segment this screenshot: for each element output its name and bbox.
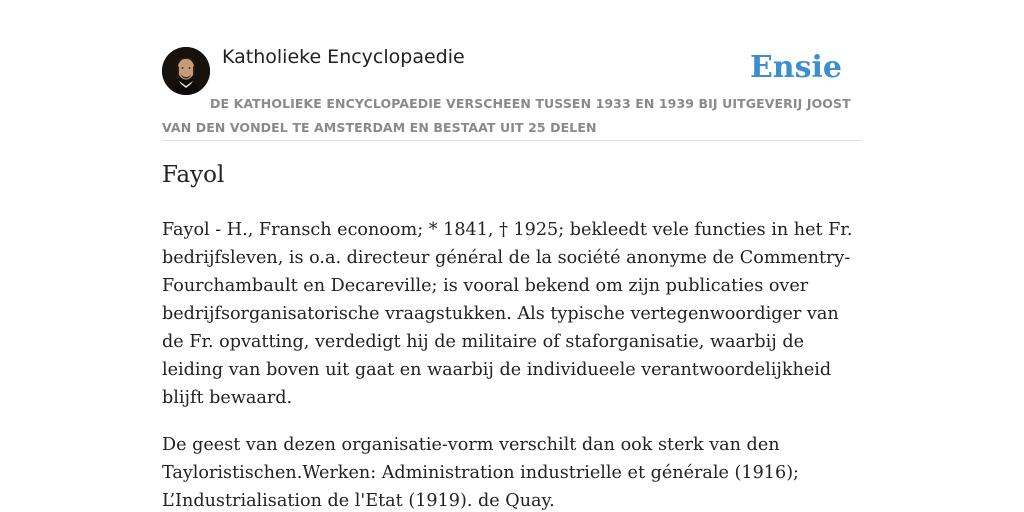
article-paragraph: Fayol - H., Fransch econoom; * 1841, † 1925; bekleedt vele functies in het Fr. bedrijfsleven, is o.a. directeur général de la société anonyme de Commentry-Fourchambault en Decareville; is vooral bekend om zijn publicaties over bedrijfsorganisatorische vraagstukken. Als typische vertegenwoordiger van de Fr. opvatting, verdedigt hij de militaire of staforganisatie, waarbij de leiding van boven uit gaat en waarbij de individueele verantwoordelijkheid blijft bewaard. — [162, 220, 853, 408]
article-paragraph: De geest van dezen organisatie-vorm verschilt dan ook sterk van den Tayloristischen.Werken: Administration industrielle et générale (1916); L’Industrialisation de l'Etat (1919). de Quay. — [162, 435, 799, 511]
portrait-icon — [162, 47, 210, 95]
ensie-logo[interactable]: Ensie — [749, 50, 842, 85]
portrait-avatar[interactable] — [162, 47, 210, 95]
site-title[interactable]: Katholieke Encyclopaedie — [222, 46, 465, 68]
site-description: DE KATHOLIEKE ENCYCLOPAEDIE VERSCHEEN TUSSEN 1933 EN 1939 BIJ UITGEVERIJ JOOST VAN DEN VONDEL TE AMSTERDAM EN BESTAAT UIT 25 DELEN — [162, 96, 851, 135]
article-body — [162, 216, 862, 512]
article-title: Fayol — [162, 162, 225, 188]
site-header — [162, 44, 862, 141]
